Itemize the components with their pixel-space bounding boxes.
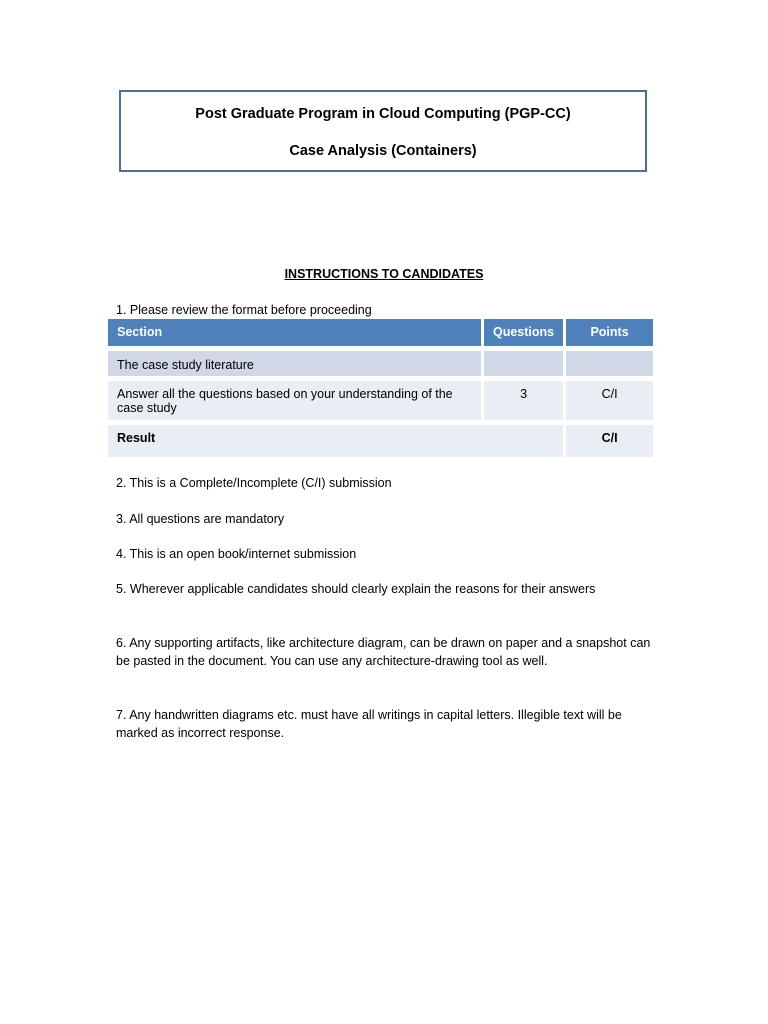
header-questions: Questions — [484, 319, 566, 351]
instruction-item-1: 1. Please review the format before proceeding — [116, 303, 372, 317]
result-points: C/I — [566, 425, 653, 457]
result-label: Result — [108, 425, 566, 457]
instruction-item-5: 5. Wherever applicable candidates should clearly explain the reasons for their answers — [116, 582, 596, 596]
cell-section: Answer all the questions based on your understanding of the case study — [108, 381, 484, 425]
format-table — [108, 319, 653, 457]
case-title: Case Analysis (Containers) — [289, 143, 477, 159]
instructions-heading: INSTRUCTIONS TO CANDIDATES — [284, 267, 484, 281]
instruction-item-3: 3. All questions are mandatory — [116, 512, 285, 526]
instruction-item-2: 2. This is a Complete/Incomplete (C/I) submission — [116, 476, 392, 490]
header-section: Section — [108, 319, 484, 351]
program-title: Post Graduate Program in Cloud Computing (PGP-CC) — [195, 106, 571, 122]
instruction-item-6: 6. Any supporting artifacts, like architecture diagram, can be drawn on paper and a snapshot can be pasted in the document. You can use any architecture-drawing tool as well. — [116, 636, 651, 668]
cell-questions: 3 — [484, 381, 566, 425]
cell-questions — [484, 351, 566, 381]
instruction-item-7: 7. Any handwritten diagrams etc. must have all writings in capital letters. Illegible text will be marked as incorrect response. — [116, 708, 622, 740]
table-row — [108, 351, 653, 381]
header-points: Points — [566, 319, 653, 351]
instruction-item-4: 4. This is an open book/internet submission — [116, 547, 357, 561]
table-row — [108, 381, 653, 425]
table-result-row — [108, 425, 653, 457]
table-header-row — [108, 319, 653, 351]
title-box — [119, 90, 647, 172]
cell-points: C/I — [566, 381, 653, 425]
cell-section: The case study literature — [108, 351, 484, 381]
cell-points — [566, 351, 653, 381]
